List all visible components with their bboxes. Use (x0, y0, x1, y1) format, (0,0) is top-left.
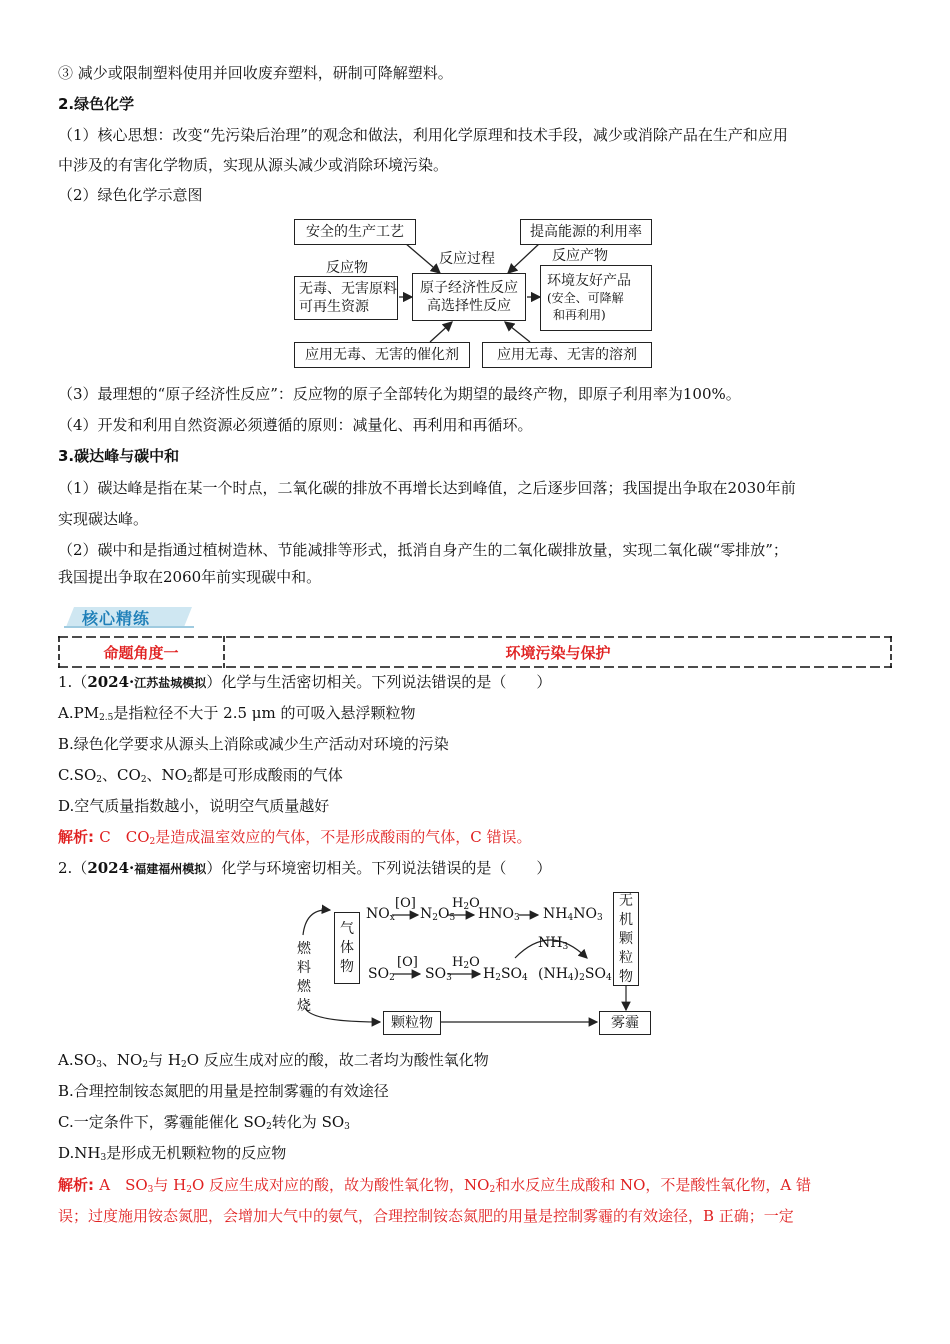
nh42so4-label: $(NH_4)_2SO_4$ (538, 966, 612, 983)
question-1-stem: 1.（2024·江苏盐城模拟）化学与生活密切相关。下列说法错误的是（ ） (58, 673, 552, 691)
so2-label: $SO_2$ (368, 966, 395, 983)
section-heading: 2.绿色化学 (58, 95, 135, 113)
particle-box: 颗粒物 (383, 1011, 441, 1035)
energy-efficiency-box: 提高能源的利用率 (520, 219, 652, 245)
h2so4-label: $H_2SO_4$ (483, 966, 528, 983)
option-d: D.空气质量指数越小，说明空气质量越好 (58, 797, 330, 815)
option-c: $C.SO_2$、$CO_2$、$NO_2$都是可形成酸雨的气体 (58, 766, 343, 785)
answer-2-continued: 误；过度施用铵态氮肥，会增加大气中的氨气，合理控制铵态氮肥的用量是控制雾霾的有效途径，B 正确；一定 (58, 1207, 794, 1225)
text-line: （1）碳达峰是指在某一个时点，二氧化碳的排放不再增长达到峰值，之后逐步回落；我国提出争取在2030年前 (58, 479, 796, 497)
water-label: $H_2O$ (452, 955, 480, 971)
fuel-combustion-label: 燃料燃烧 (297, 941, 311, 1014)
answer-2: 解析: A $SO_3$与 $H_2O$ 反应生成对应的酸，故为酸性氧化物，$NO_2$和水反应生成酸和 NO，不是酸性氧化物，A 错 (58, 1176, 812, 1195)
option-b: B.合理控制铵态氮肥的用量是控制雾霾的有效途径 (58, 1082, 389, 1100)
answer-1: 解析: C $CO_2$是造成温室效应的气体，不是形成酸雨的气体，C 错误。 (58, 828, 532, 847)
option-a: $A.SO_3$、$NO_2$与 $H_2O$ 反应生成对应的酸，故二者均为酸性氧化物 (58, 1051, 489, 1070)
inorganic-particle-box: 无机颗粒物 (613, 892, 639, 986)
solvent-box: 应用无毒、无害的溶剂 (482, 342, 652, 368)
product-label: 反应产物 (552, 248, 608, 264)
text-line: （2）绿色化学示意图 (58, 186, 203, 204)
banner-title: 核心精练 (82, 609, 151, 628)
so3-label: $SO_3$ (425, 966, 452, 983)
text-line: （2）碳中和是指通过植树造林、节能减排等形式，抵消自身产生的二氧化碳排放量，实现二氧化碳“零排放”； (58, 541, 788, 559)
nox-label: $NO_x$ (366, 906, 395, 923)
option-c: C.一定条件下，雾霾能催化 $SO_2$转化为 $SO_3$ (58, 1113, 350, 1132)
water-label: $H_2O$ (452, 896, 480, 912)
topic-cell: 环境污染与保护 (505, 643, 611, 662)
catalyst-box: 应用无毒、无害的催化剂 (294, 342, 470, 368)
text-line: （3）最理想的“原子经济性反应”：反应物的原子全部转化为期望的最终产物，即原子利用率为100%。 (58, 385, 741, 403)
question-2-stem: 2.（2024·福建福州模拟）化学与环境密切相关。下列说法错误的是（ ） (58, 859, 552, 877)
reactant-label: 反应物 (326, 260, 368, 276)
safe-process-box: 安全的生产工艺 (294, 219, 416, 245)
hno3-label: $HNO_3$ (478, 906, 520, 923)
text-line: 我国提出争取在2060年前实现碳中和。 (58, 568, 322, 586)
text-line: 中涉及的有害化学物质，实现从源头减少或消除环境污染。 (58, 156, 449, 174)
atom-economy-box: 原子经济性反应 高选择性反应 (412, 273, 526, 321)
text-line: ③ 减少或限制塑料使用并回收废弃塑料，研制可降解塑料。 (58, 64, 453, 82)
text-line: 实现碳达峰。 (58, 510, 149, 528)
n2o5-label: $N_2O_5$ (420, 906, 456, 923)
angle-cell: 命题角度一 (103, 643, 179, 662)
oxidation-label: [O] (397, 955, 418, 970)
gas-box: 气体物 (334, 912, 360, 984)
haze-box: 雾霾 (599, 1011, 651, 1035)
reaction-process-label: 反应过程 (439, 251, 495, 267)
raw-material-box: 无毒、无害原料 可再生资源 (294, 276, 398, 320)
nh3-label: $NH_3$ (538, 935, 569, 952)
option-d: $D.NH_3$是形成无机颗粒物的反应物 (58, 1144, 287, 1163)
option-a: $A.PM_{2.5}$是指粒径不大于 2.5 μm 的可吸入悬浮颗粒物 (58, 704, 416, 723)
nh4no3-label: $NH_4NO_3$ (543, 906, 603, 923)
option-b: B.绿色化学要求从源头上消除或减少生产活动对环境的污染 (58, 735, 449, 753)
text-line: （4）开发和利用自然资源必须遵循的原则：减量化、再利用和再循环。 (58, 416, 533, 434)
text-line: （1）核心思想：改变“先污染后治理”的观念和做法，利用化学原理和技术手段，减少或消除产品在生产和应用 (58, 126, 788, 144)
oxidation-label: [O] (395, 896, 416, 911)
green-product-box: 环境友好产品 (安全、可降解 和再利用) (540, 265, 652, 331)
section-heading: 3.碳达峰与碳中和 (58, 447, 180, 465)
